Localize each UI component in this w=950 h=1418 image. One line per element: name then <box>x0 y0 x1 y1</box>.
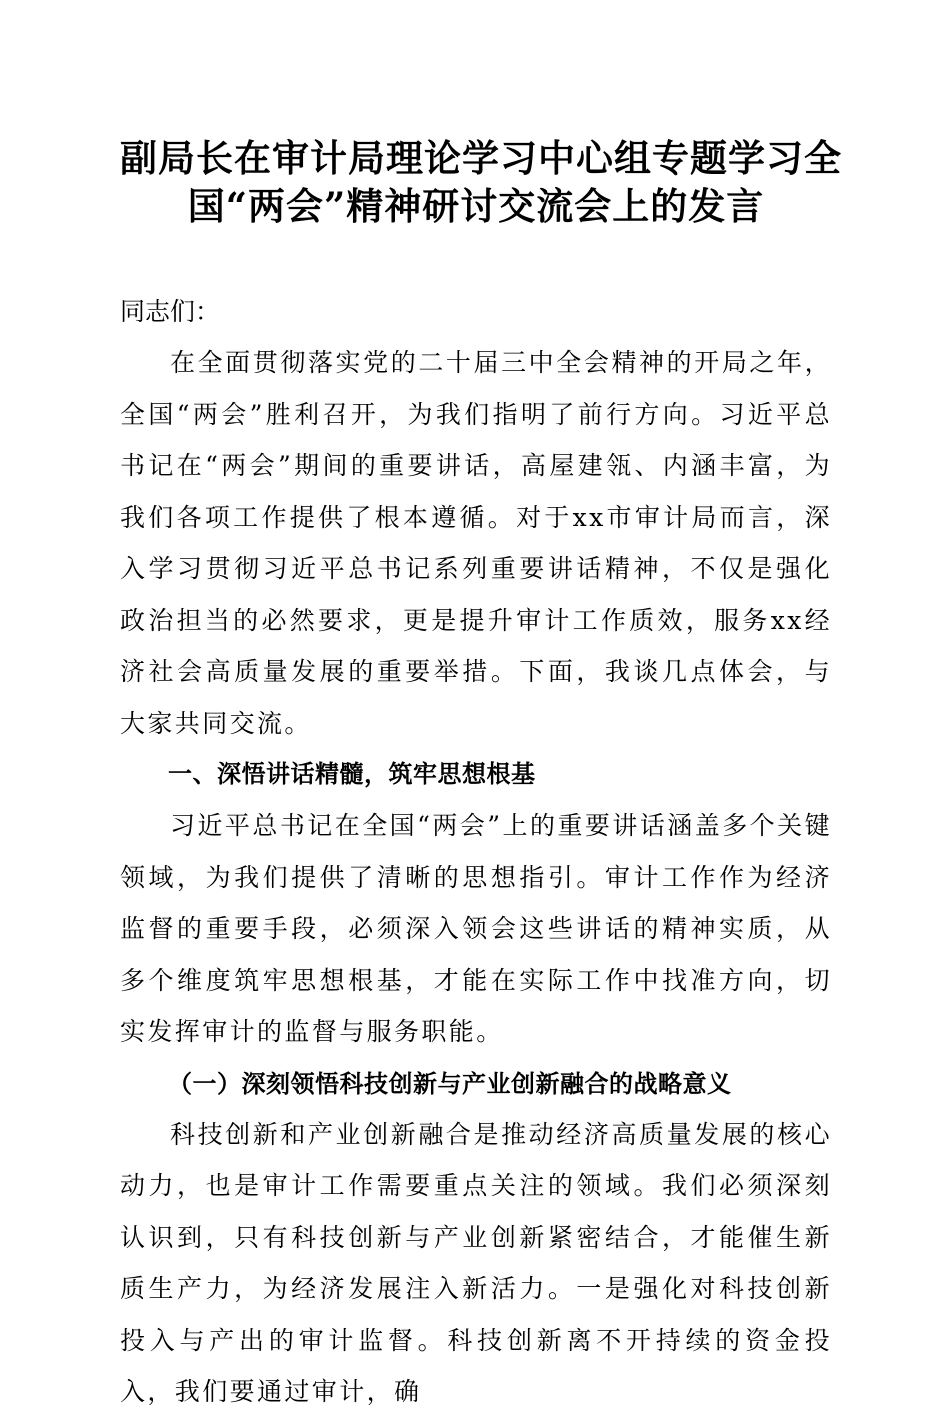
subsection-heading-1: （一）深刻领悟科技创新与产业创新融合的战略意义 <box>168 1068 732 1098</box>
subsection-1-paragraph: 科技创新和产业创新融合是推动经济高质量发展的核心动力，也是审计工作需要重点关注的领域。我们必须深刻认识到，只有科技创新与产业创新紧密结合，才能催生新质生产力，为经济发展注入新活力。一是强化对科技创新投入与产出的审计监督。科技创新离不开持续的资金投入，我们要通过审计，确 <box>120 1119 832 1406</box>
document-page <box>120 134 842 1418</box>
document-title <box>120 134 842 230</box>
title-line-1: 副局长在审计局理论学习中心组专题学习全 <box>120 136 842 180</box>
intro-paragraph: 在全面贯彻落实党的二十届三中全会精神的开局之年，全国“两会”胜利召开，为我们指明了前行方向。习近平总书记在“两会”期间的重要讲话，高屋建瓴、内涵丰富，为我们各项工作提供了根本遵循。对于xx市审计局而言，深入学习贯彻习近平总书记系列重要讲话精神，不仅是强化政治担当的必然要求，更是提升审计工作质效，服务xx经济社会高质量发展的重要举措。下面，我谈几点体会，与大家共同交流。 <box>120 348 832 738</box>
title-line-2: 国“两会”精神研讨交流会上的发言 <box>187 184 765 228</box>
salutation: 同志们： <box>120 297 221 326</box>
section-heading-1: 一、深悟讲话精髓，筑牢思想根基 <box>168 760 536 788</box>
section-1-paragraph: 习近平总书记在全国“两会”上的重要讲话涵盖多个关键领域，为我们提供了清晰的思想指引。审计工作作为经济监督的重要手段，必须深入领会这些讲话的精神实质，从多个维度筑牢思想根基，才能在实际工作中找准方向，切实发挥审计的监督与服务职能。 <box>120 811 832 1046</box>
